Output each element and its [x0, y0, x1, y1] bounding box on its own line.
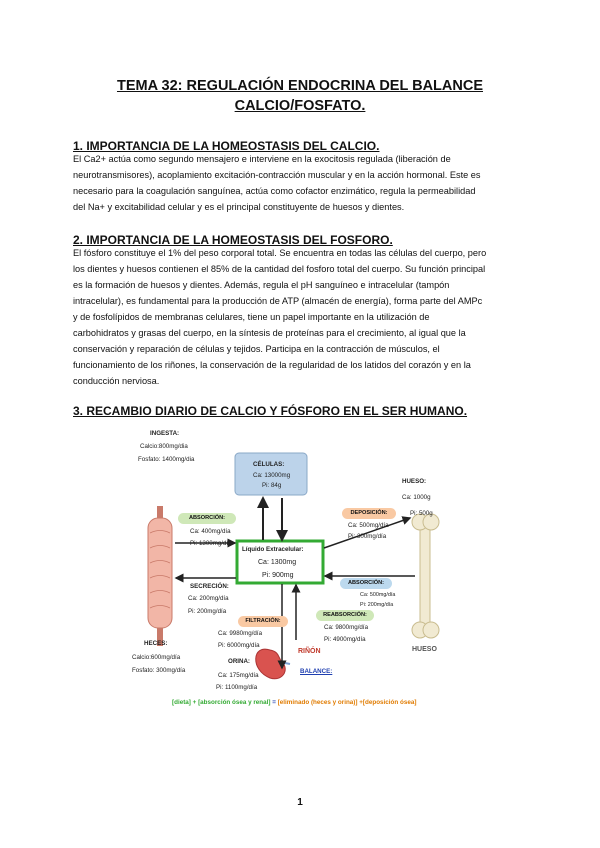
balance-part-deposition: +[deposición ósea] [357, 699, 417, 706]
section-3-heading: 3. RECAMBIO DIARIO DE CALCIO Y FÓSFORO EN EL SER HUMANO. [73, 404, 468, 418]
section-1-heading: 1. IMPORTANCIA DE LA HOMEOSTASIS DEL CALCIO. [73, 139, 380, 153]
ingesta-fosfato: Fosfato: 1400mg/dia [138, 456, 195, 463]
deposition-pill: DEPOSICIÓN: [342, 508, 396, 519]
feces-fosfato: Fosfato: 300mg/día [132, 667, 186, 674]
text-line: neurotransmisores), acoplamiento excitación-contracción muscular y en la acción hormonal. Este es [73, 170, 481, 180]
absorption-pi: Pi: 1300mg/día [190, 540, 232, 547]
filtration-pill: FILTRACIÓN: [238, 616, 288, 627]
balance-equals: = [270, 699, 278, 706]
bone-pi: Pi: 500g [410, 510, 433, 517]
text-line: es la formación de huesos y dientes. Además, regula el pH sanguíneo e intracelular (tampón [73, 280, 450, 290]
urine-pi: Pi: 1100mg/día [216, 684, 258, 691]
reabsorption-ca: Ca: 9800mg/día [324, 624, 369, 631]
text-line: intracelular), es fundamental para la producción de ATP (almacén de energía), forma parte del AMPc [73, 296, 483, 306]
urine-title: ORINA: [228, 658, 250, 665]
cells-ca: Ca: 13000mg [253, 472, 291, 479]
balance-label: BALANCE: [300, 668, 333, 675]
bone-ca: Ca: 1000g [402, 494, 431, 501]
absorption-pill: ABSORCIÓN: [178, 513, 236, 524]
text-line: El Ca2+ actúa como segundo mensajero e interviene en la exocitosis regulada (liberación de [73, 154, 451, 164]
urine-ca: Ca: 175mg/día [218, 672, 259, 679]
deposition-ca: Ca: 500mg/día [348, 522, 389, 529]
secretion-pi: Pi: 200mg/día [188, 608, 227, 615]
bone-title: HUESO: [402, 478, 427, 485]
text-line: funcionamiento de los riñones, la conservación de la regularidad de los latidos del corazón y en la [73, 360, 471, 370]
section-1-body [73, 151, 531, 215]
ingesta-ca: Calcio:800mg/dia [140, 443, 188, 450]
cells-title: CÉLULAS: [253, 461, 285, 468]
deposition-pi: Pi: 300mg/día [348, 533, 387, 540]
reabsorption-pill: REABSORCIÓN: [316, 610, 374, 621]
extracellular-pi: Pi: 900mg [262, 572, 294, 579]
filtration-pi: Pi: 6000mg/día [218, 642, 260, 649]
kidney-illustration [256, 649, 290, 679]
bone-image-label: HUESO [412, 646, 437, 653]
calcium-phosphate-diagram [120, 418, 480, 690]
text-line: carbohidratos y grasas del cuerpo, en la síntesis de proteínas para el crecimiento, al igual que la [73, 328, 466, 338]
absorption-ca: Ca: 400mg/día [190, 528, 231, 535]
title-line-1: TEMA 32: REGULACIÓN ENDOCRINA DEL BALANCE [116, 78, 483, 94]
text-line: necesario para la coagulación sanguínea, actúa como cofactor enzimático, regula la permeabilidad [73, 186, 476, 196]
balance-part-eliminated: [eliminado (heces y orina)] [277, 699, 358, 706]
text-line: conducción nerviosa. [73, 376, 160, 386]
page-number: 1 [297, 797, 303, 808]
secretion-ca: Ca: 200mg/día [188, 595, 229, 602]
text-line: del Na+ y excitabilidad celular y es el principal constituyente de huesos y dientes. [73, 202, 405, 212]
filtration-ca: Ca: 9980mg/día [218, 630, 263, 637]
title-line-2: CALCIO/FOSFATO. [234, 98, 366, 114]
intestine-illustration [148, 506, 172, 646]
text-line: El fósforo constituye el 1% del peso corporal total. Se encuentra en todas las células del cuerpo, pero [73, 248, 487, 258]
text-line: conservación y reparación de células y tejidos. Participa en la contracción de músculos, el [73, 344, 440, 354]
reabsorption-pi: Pi: 4900mg/día [324, 636, 366, 643]
balance-equation [172, 699, 416, 706]
ingesta-title: INGESTA: [150, 430, 180, 437]
bone-absorption-ca: Ca: 500mg/día [360, 592, 396, 598]
extracellular-title: Líquido Extracelular: [242, 546, 304, 553]
bone-absorption-pi: Pi: 200mg/día [360, 602, 394, 608]
text-line: y de fosfolípidos de membranas celulares, tiene un papel importante en la utilización de [73, 312, 430, 322]
kidney-label: RIÑÓN [298, 648, 321, 655]
secretion-label: SECRECIÓN: [190, 583, 229, 590]
bone-absorption-pill: ABSORCIÓN: [340, 578, 392, 589]
text-line: los dientes y huesos contienen el 85% de la cantidad del fosforo total del cuerpo. Su función principal [73, 264, 486, 274]
feces-title: HECES: [144, 640, 168, 647]
extracellular-ca: Ca: 1300mg [258, 559, 297, 566]
section-2-heading: 2. IMPORTANCIA DE LA HOMEOSTASIS DEL FOSFORO. [73, 233, 393, 247]
feces-ca: Calcio:600mg/día [132, 654, 181, 661]
cells-pi: Pi: 84g [262, 482, 282, 489]
bone-illustration [412, 514, 439, 638]
section-2-body [73, 245, 531, 389]
balance-part-diet: [dieta] + [absorción ósea y renal] [172, 699, 271, 706]
